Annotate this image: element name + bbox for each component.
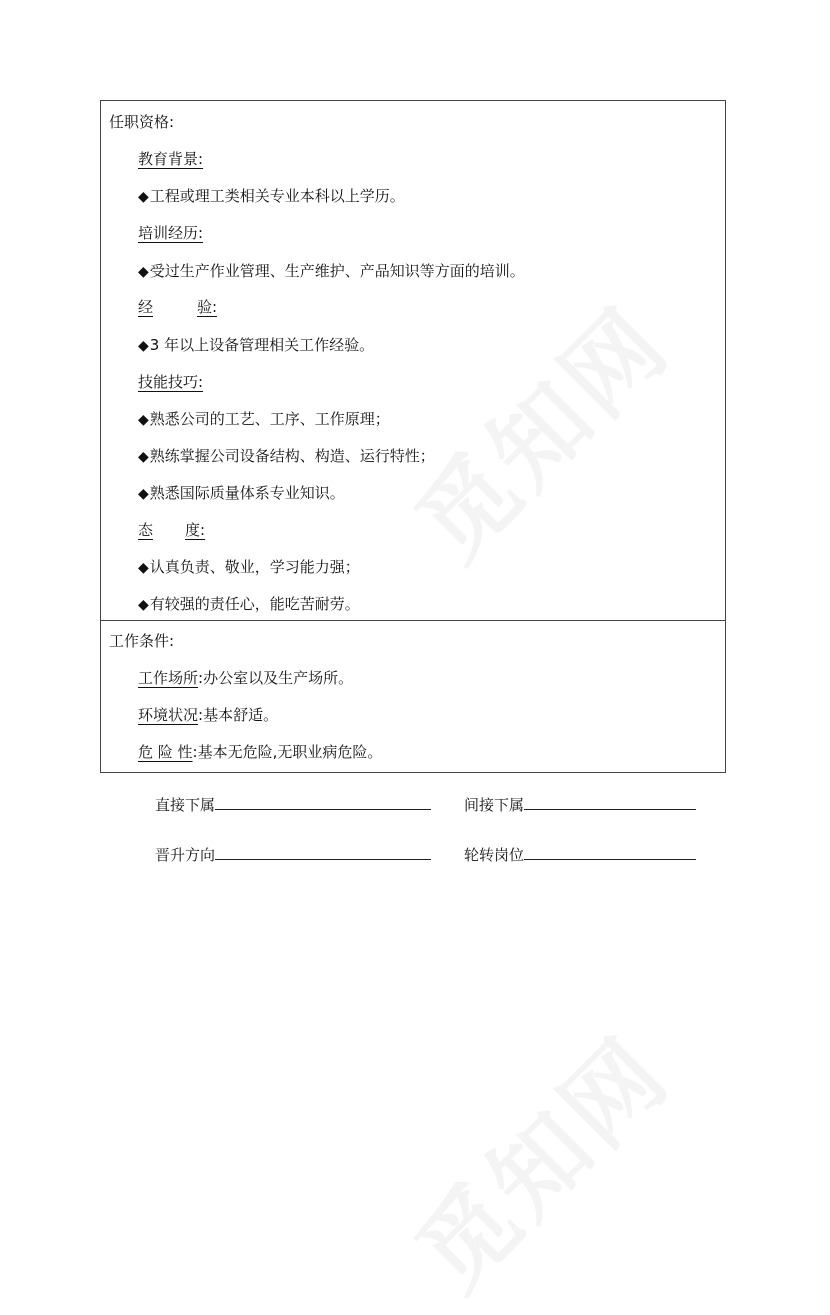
skills-item: ◆熟悉国际质量体系专业知识。	[138, 484, 345, 502]
skills-item: ◆熟练掌握公司设备结构、构造、运行特性；	[138, 447, 435, 465]
direct-reports-row	[155, 795, 431, 815]
conditions-heading: 工作条件:	[109, 632, 175, 650]
attitude-label: 态 度:	[138, 521, 206, 539]
indirect-reports-blank[interactable]	[524, 795, 696, 810]
direct-reports-blank[interactable]	[215, 795, 431, 810]
bullet-icon: ◆	[138, 412, 149, 428]
direct-reports-label: 直接下属	[155, 796, 216, 814]
job-description-table	[100, 100, 726, 773]
qualifications-section	[101, 101, 725, 620]
training-label: 培训经历:	[138, 224, 204, 242]
bullet-icon: ◆	[138, 338, 149, 354]
bullet-icon: ◆	[138, 560, 149, 576]
attitude-item: ◆认真负责、敬业，学习能力强；	[138, 558, 360, 576]
risk-row: 危 险 性:基本无危险,无职业病危险。	[138, 743, 383, 761]
bullet-icon: ◆	[138, 449, 149, 465]
qualifications-heading: 任职资格:	[109, 113, 175, 131]
skills-item: ◆熟悉公司的工艺、工序、工作原理；	[138, 410, 390, 428]
bullet-icon: ◆	[138, 486, 149, 502]
rotation-label: 轮转岗位	[464, 846, 525, 864]
watermark	[381, 1002, 694, 1315]
indirect-reports-label: 间接下属	[464, 796, 525, 814]
education-item: ◆工程或理工类相关专业本科以上学历。	[138, 187, 405, 205]
promotion-label: 晋升方向	[155, 846, 216, 864]
indirect-reports-row	[464, 795, 696, 815]
promotion-blank[interactable]	[215, 845, 431, 860]
workplace-row: 工作场所:办公室以及生产场所。	[138, 669, 354, 687]
rotation-row	[464, 845, 696, 865]
education-label: 教育背景:	[138, 150, 204, 168]
experience-label: 经 验:	[138, 298, 218, 316]
bullet-icon: ◆	[138, 597, 149, 613]
environment-row: 环境状况:基本舒适。	[138, 706, 279, 724]
attitude-item: ◆有较强的责任心，能吃苦耐劳。	[138, 595, 360, 613]
training-item: ◆受过生产作业管理、生产维护、产品知识等方面的培训。	[138, 262, 525, 280]
conditions-section	[101, 620, 725, 772]
bullet-icon: ◆	[138, 189, 149, 205]
skills-label: 技能技巧:	[138, 373, 204, 391]
rotation-blank[interactable]	[524, 845, 696, 860]
bullet-icon: ◆	[138, 264, 149, 280]
promotion-row	[155, 845, 431, 865]
experience-item: ◆3 年以上设备管理相关工作经验。	[138, 336, 375, 354]
